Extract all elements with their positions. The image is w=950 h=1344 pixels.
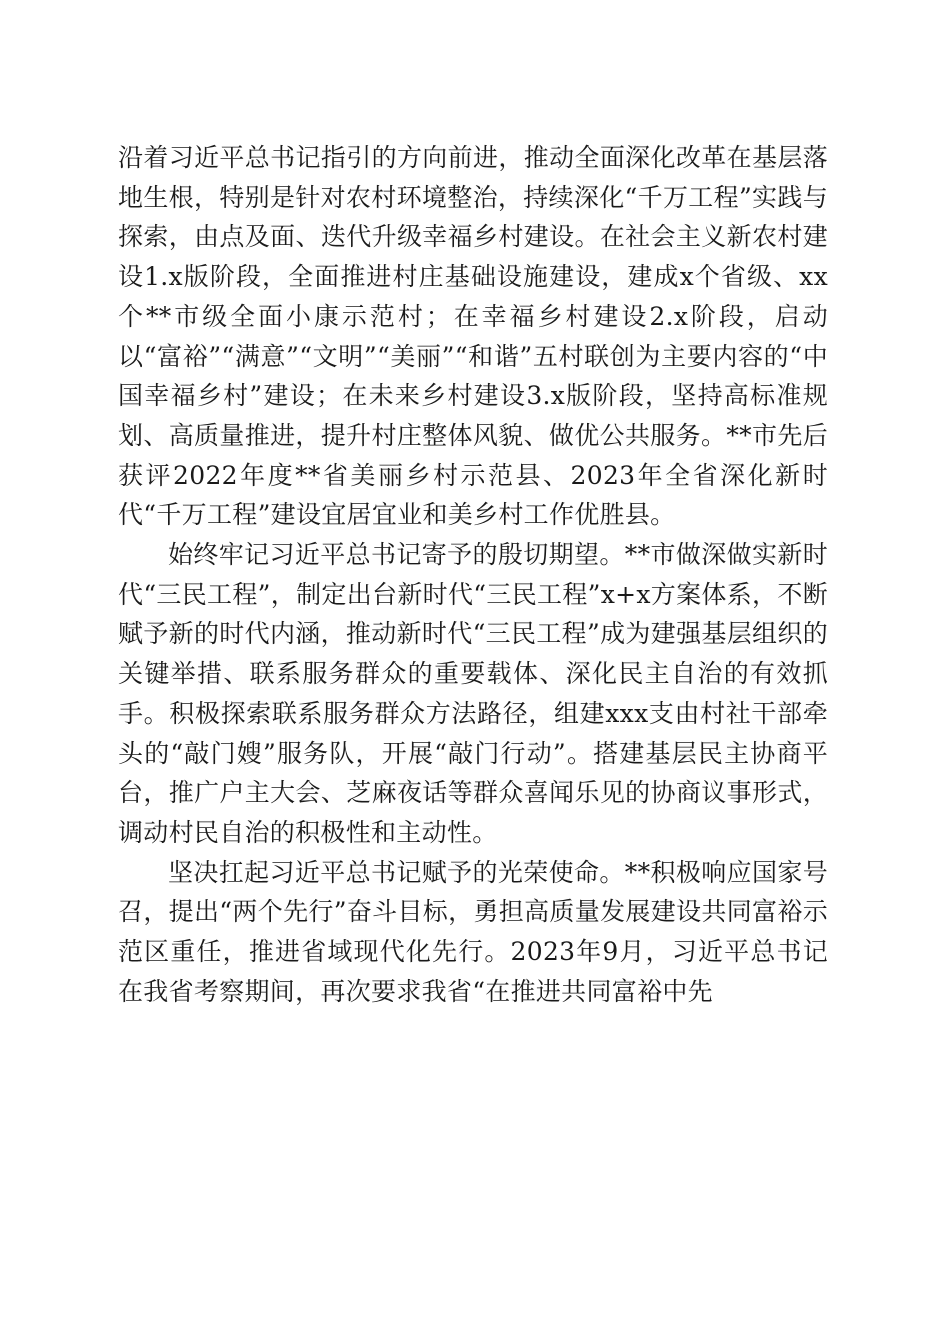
paragraph-three-people-project: 始终牢记习近平总书记寄予的殷切期望。**市做深做实新时代“三民工程”，制定出台新时代“三民工程”x+x方案体系，不断赋予新的时代内涵，推动新时代“三民工程”成为建强基层组织的关键举措、联系服务群众的重要载体、深化民主自治的有效抓手。积极探索联系服务群众方法路径，组建xxx支由村社干部牵头的“敲门嫂”服务队，开展“敲门行动”。搭建基层民主协商平台，推广户主大会、芝麻夜话等群众喜闻乐见的协商议事形式，调动村民自治的积极性和主动性。 xyxy=(118,540,828,847)
paragraph-rural-revitalization: 沿着习近平总书记指引的方向前进，推动全面深化改革在基层落地生根，特别是针对农村环境整治，持续深化“千万工程”实践与探索，由点及面、迭代升级幸福乡村建设。在社会主义新农村建设1.x版阶段，全面推进村庄基础设施建设，建成x个省级、xx个**市级全面小康示范村；在幸福乡村建设2.x阶段，启动以“富裕”“满意”“文明”“美丽”“和谐”五村联创为主要内容的“中国幸福乡村”建设；在未来乡村建设3.x版阶段，坚持高标准规划、高质量推进，提升村庄整体风貌、做优公共服务。**市先后获评2022年度**省美丽乡村示范县、2023年全省深化新时代“千万工程”建设宜居宜业和美乡村工作优胜县。 xyxy=(118,143,828,530)
document-body xyxy=(118,138,828,1011)
paragraph-common-prosperity: 坚决扛起习近平总书记赋予的光荣使命。**积极响应国家号召，提出“两个先行”奋斗目标，勇担高质量发展建设共同富裕示范区重任，推进省域现代化先行。2023年9月，习近平总书记在我省考察期间，再次要求我省“在推进共同富裕中先 xyxy=(118,857,828,1006)
